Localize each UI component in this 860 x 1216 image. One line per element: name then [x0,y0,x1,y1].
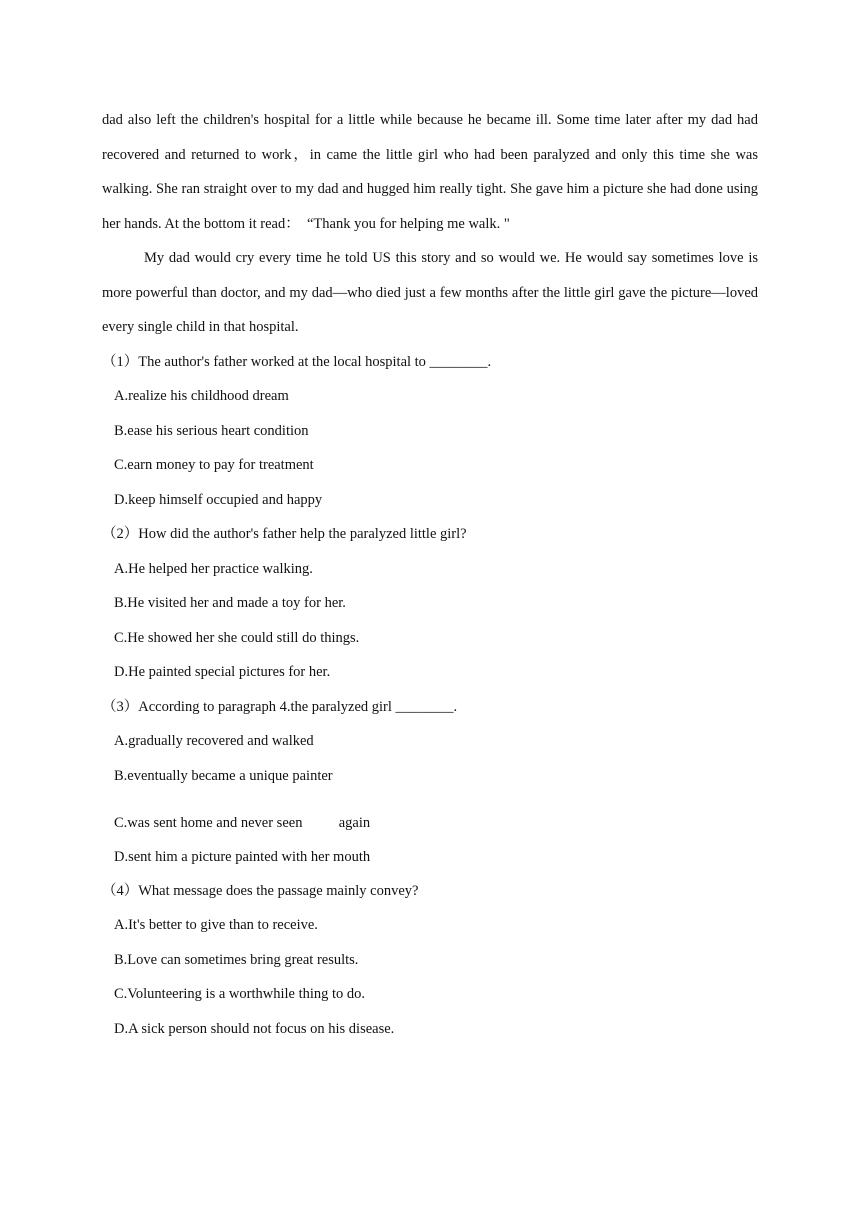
option-a: A.realize his childhood dream [114,388,289,404]
question-1 [102,345,758,518]
option-d: D.He painted special pictures for her. [114,664,331,680]
option-a: A.He helped her practice walking. [114,560,313,577]
option-c: C.Volunteering is a worthwhile thing to do. [114,986,366,1002]
option-c: C.was sent home and never seen again [114,815,371,831]
question-stem: （4）What message does the passage mainly convey? [102,882,419,899]
option-c: C.earn money to pay for treatment [114,457,314,473]
option-d: D.keep himself occupied and happy [114,491,323,508]
option-b: B.ease his serious heart condition [114,422,309,439]
option-b: B.He visited her and made a toy for her. [114,595,346,611]
passage-paragraph: My dad would cry every time he told US this story and so would we. He would say sometimes love is more powerful than doctor, and my dad—who died just a few months after the little girl gave the picture—loved every single child in that hospital. [102,250,758,335]
option-b: B.Love can sometimes bring great results. [114,951,359,968]
option-d: D.sent him a picture painted with her mouth [114,848,371,865]
question-2 [102,517,758,690]
passage-paragraph: dad also left the children's hospital for a little while because he became ill. Some time later after my dad had recovered and returned to work，in came the little girl who had been paralyzed and only this time she was walking. She ran straight over to my dad and hugged him really tight. She gave him a picture she had done using her hands. At the bottom it read： “Thank you for helping me walk. " [102,112,758,232]
question-stem: （2）How did the author's father help the paralyzed little girl? [102,526,467,542]
question-4 [102,874,758,1047]
question-stem: （3）According to paragraph 4.the paralyzed girl ________. [102,698,458,715]
document-page [102,103,758,1046]
question-3 [102,690,758,874]
option-a: A.It's better to give than to receive. [114,917,318,933]
option-a: A.gradually recovered and walked [114,733,314,749]
option-b: B.eventually became a unique painter [114,767,333,784]
option-d: D.A sick person should not focus on his disease. [114,1020,395,1037]
question-stem: （1）The author's father worked at the local hospital to ________. [102,353,492,370]
option-c: C.He showed her she could still do things. [114,629,360,646]
